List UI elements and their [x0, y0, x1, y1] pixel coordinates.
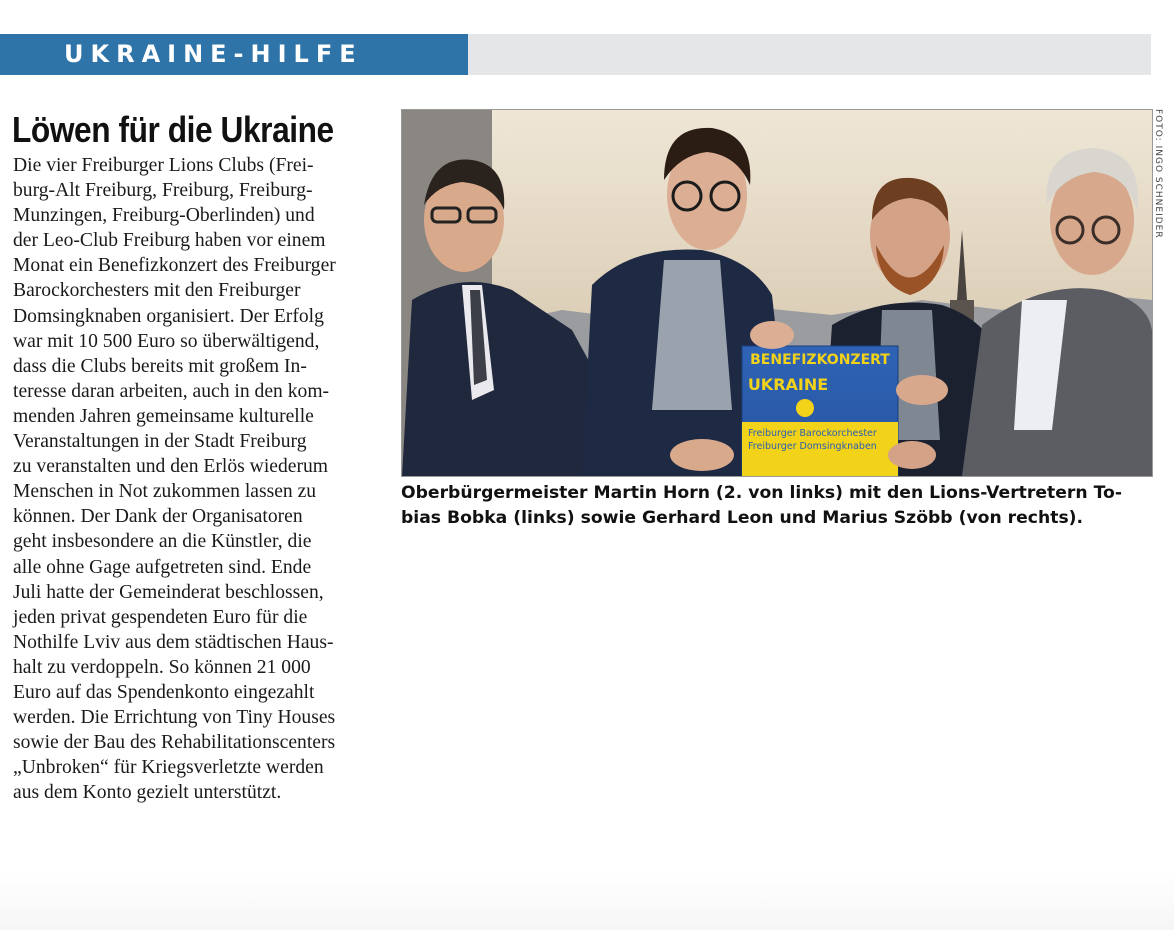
body-line: war mit 10 500 Euro so überwältigend, [13, 330, 320, 352]
body-line: Menschen in Not zukommen lassen zu [13, 481, 317, 503]
article-photo [401, 109, 1153, 477]
body-line: Barockorchesters mit den Freiburger [13, 280, 301, 302]
poster-title-line2: UKRAINE [747, 375, 829, 394]
caption-line: Oberbürgermeister Martin Horn (2. von links) mit den Lions-Vertretern To- [401, 483, 1122, 503]
photo-illustration [402, 110, 1152, 476]
hand-center [750, 321, 794, 349]
hand-lower-right [888, 441, 936, 469]
photo-caption [401, 481, 1161, 531]
body-line: Juli hatte der Gemeinderat beschlossen, [13, 581, 324, 603]
poster-ensemble-line2: Freiburger Domsingknaben [748, 441, 877, 452]
body-line: geht insbesondere an die Künstler, die [13, 531, 312, 553]
section-label: UKRAINE-HILFE [64, 40, 363, 68]
section-tag [0, 34, 468, 75]
body-line: sowie der Bau des Rehabilitationscenters [13, 732, 336, 754]
body-line: können. Der Dank der Organisatoren [13, 506, 303, 528]
body-line: werden. Die Errichtung von Tiny Houses [13, 707, 336, 729]
body-line: zu veranstalten und den Erlös wiederum [13, 456, 329, 478]
concert-poster [742, 346, 898, 476]
body-line: aus dem Konto gezielt unterstützt. [13, 782, 282, 804]
body-line: halt zu verdoppeln. So können 21 000 [13, 656, 311, 678]
body-line: burg-Alt Freiburg, Freiburg, Freiburg- [13, 180, 313, 202]
section-band-gray [468, 34, 1151, 75]
body-line: Die vier Freiburger Lions Clubs (Frei- [13, 155, 314, 176]
page-bottom-shade [0, 870, 1174, 930]
body-line: jeden privat gespendeten Euro für die [13, 606, 308, 628]
poster-title-line1: BENEFIZKONZERT [750, 352, 890, 368]
body-line: der Leo-Club Freiburg haben vor einem [13, 230, 326, 252]
body-line: Veranstaltungen in der Stadt Freiburg [13, 431, 307, 453]
hand-left [670, 439, 734, 471]
body-line: dass die Clubs bereits mit großem In- [13, 355, 307, 377]
hand-right [896, 375, 948, 405]
body-line: „Unbroken“ für Kriegsverletzte werden [13, 757, 324, 779]
photo-credit: FOTO: INGO SCHNEIDER [1153, 109, 1163, 239]
article-body [13, 153, 385, 805]
article-headline: Löwen für die Ukraine [12, 109, 334, 150]
caption-line: bias Bobka (links) sowie Gerhard Leon und Marius Szöbb (von rechts). [401, 508, 1084, 528]
poster-ensemble-line1: Freiburger Barockorchester [748, 428, 877, 439]
body-line: Monat ein Benefizkonzert des Freiburger [13, 255, 336, 277]
body-line: Euro auf das Spendenkonto eingezahlt [13, 681, 315, 703]
body-line: Munzingen, Freiburg-Oberlinden) und [13, 205, 315, 227]
body-line: Nothilfe Lviv aus dem städtischen Haus- [13, 631, 334, 653]
body-line: teresse daran arbeiten, auch in den kom- [13, 380, 330, 402]
body-line: alle ohne Gage aufgetreten sind. Ende [13, 556, 312, 578]
lions-logo-icon [796, 399, 814, 417]
body-line: menden Jahren gemeinsame kulturelle [13, 405, 314, 427]
body-line: Domsingknaben organisiert. Der Erfolg [13, 305, 324, 327]
